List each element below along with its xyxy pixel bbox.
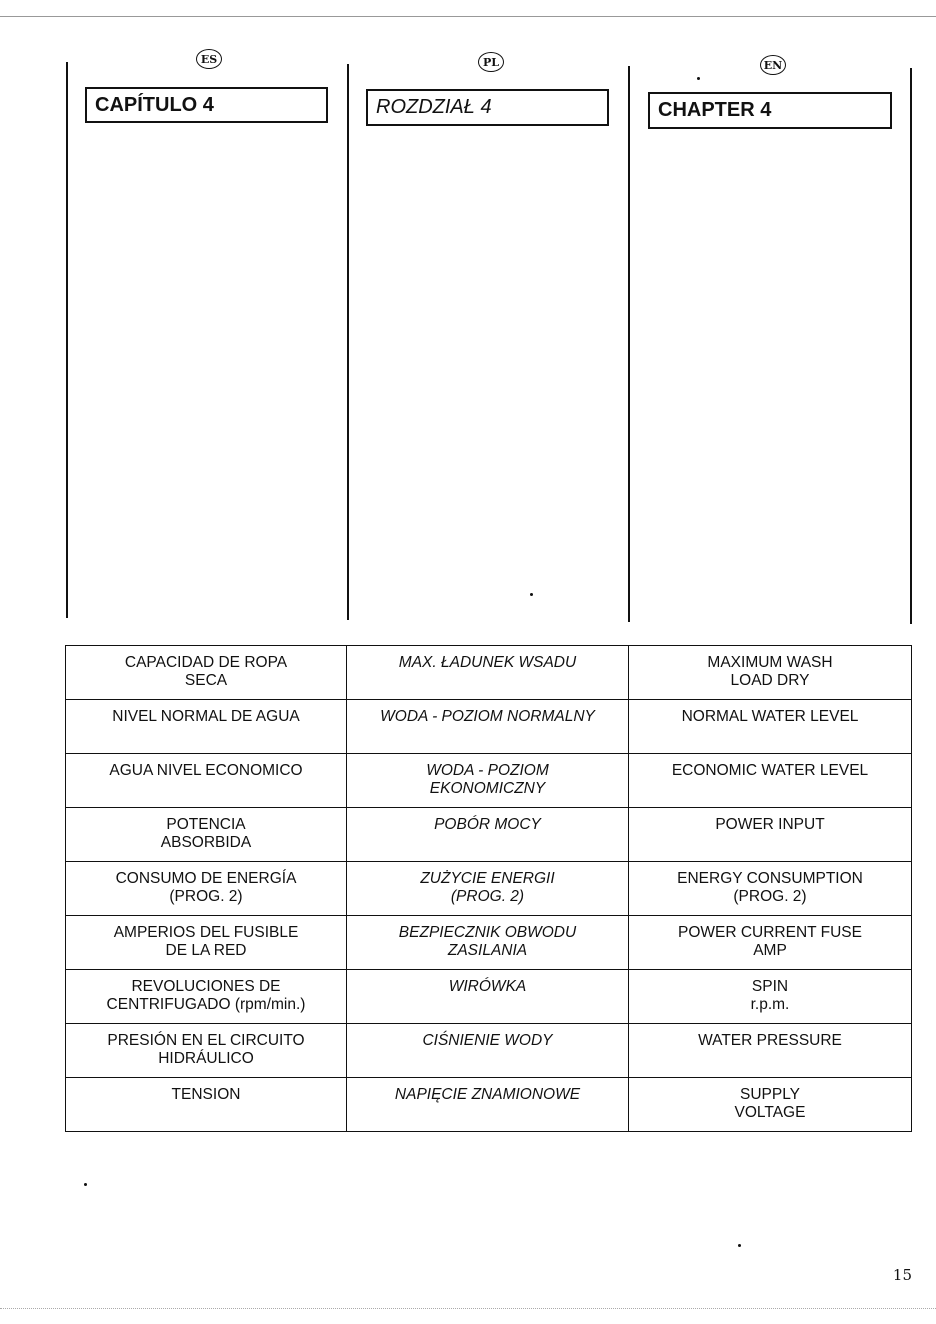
en-label: SUPPLY VOLTAGE (734, 1086, 806, 1121)
es-label: CONSUMO DE ENERGÍA (PROG. 2) (115, 870, 297, 905)
en-label: MAXIMUM WASH LOAD DRY (707, 654, 833, 689)
en-label: ECONOMIC WATER LEVEL (671, 762, 869, 779)
page-number: 15 (892, 1266, 912, 1284)
pl-label: MAX. ŁADUNEK WSADU (398, 654, 577, 671)
table-row (66, 700, 912, 754)
es-cell (66, 862, 347, 916)
top-rule (0, 16, 936, 17)
es-label: CAPACIDAD DE ROPA SECA (124, 654, 288, 689)
es-label: PRESIÓN EN EL CIRCUITO HIDRÁULICO (107, 1032, 305, 1067)
pl-label: POBÓR MOCY (434, 816, 541, 833)
chapter-title-pl: ROZDZIAŁ 4 (366, 89, 609, 126)
en-cell (629, 1024, 912, 1078)
column-divider-left (66, 62, 68, 618)
column-divider-middle-right (628, 66, 630, 622)
pl-cell (347, 646, 629, 700)
scan-speck (84, 1183, 87, 1186)
table-row (66, 646, 912, 700)
scan-speck (530, 593, 533, 596)
scan-speck (697, 77, 700, 80)
en-cell (629, 754, 912, 808)
pl-cell (347, 916, 629, 970)
table-row (66, 916, 912, 970)
en-cell (629, 970, 912, 1024)
table-row (66, 1024, 912, 1078)
pl-cell (347, 808, 629, 862)
pl-label: BEZPIECZNIK OBWODU ZASILANIA (398, 924, 577, 959)
chapter-title-en: CHAPTER 4 (648, 92, 892, 129)
es-cell (66, 700, 347, 754)
en-cell (629, 916, 912, 970)
pl-cell (347, 1024, 629, 1078)
pl-cell (347, 1078, 629, 1132)
pl-label: WIRÓWKA (448, 978, 527, 995)
en-label: POWER CURRENT FUSE AMP (677, 924, 862, 959)
table-row (66, 1078, 912, 1132)
pl-cell (347, 862, 629, 916)
es-label: AGUA NIVEL ECONOMICO (109, 762, 303, 779)
es-label: NIVEL NORMAL DE AGUA (112, 708, 300, 725)
specifications-table (65, 645, 912, 1132)
es-cell (66, 970, 347, 1024)
language-badge-es: ES (196, 49, 222, 69)
en-label: SPIN r.p.m. (750, 978, 790, 1013)
pl-label: NAPIĘCIE ZNAMIONOWE (394, 1086, 581, 1103)
en-cell (629, 862, 912, 916)
chapter-title-es: CAPÍTULO 4 (85, 87, 328, 123)
bottom-rule (0, 1308, 936, 1309)
es-cell (66, 1024, 347, 1078)
es-label: TENSION (171, 1086, 241, 1103)
en-cell (629, 646, 912, 700)
en-label: ENERGY CONSUMPTION (PROG. 2) (677, 870, 863, 905)
es-label: POTENCIA ABSORBIDA (160, 816, 252, 851)
language-badge-en: EN (760, 55, 786, 75)
table-row (66, 970, 912, 1024)
column-divider-middle-left (347, 64, 349, 620)
pl-cell (347, 970, 629, 1024)
es-label: AMPERIOS DEL FUSIBLE DE LA RED (113, 924, 299, 959)
pl-cell (347, 754, 629, 808)
es-cell (66, 916, 347, 970)
language-badge-pl: PL (478, 52, 504, 72)
es-cell (66, 808, 347, 862)
pl-label: WODA - POZIOM EKONOMICZNY (426, 762, 549, 797)
en-label: NORMAL WATER LEVEL (681, 708, 859, 725)
en-label: WATER PRESSURE (698, 1032, 842, 1049)
es-cell (66, 754, 347, 808)
scan-speck (738, 1244, 741, 1247)
pl-label: WODA - POZIOM NORMALNY (380, 708, 595, 725)
table-row (66, 808, 912, 862)
es-cell (66, 1078, 347, 1132)
es-cell (66, 646, 347, 700)
table-row (66, 862, 912, 916)
table-row (66, 754, 912, 808)
pl-label: ZUŻYCIE ENERGII (PROG. 2) (420, 870, 555, 905)
pl-cell (347, 700, 629, 754)
en-cell (629, 808, 912, 862)
es-label: REVOLUCIONES DE CENTRIFUGADO (rpm/min.) (106, 978, 306, 1013)
pl-label: CIŚNIENIE WODY (422, 1032, 553, 1049)
column-divider-right (910, 68, 912, 624)
en-label: POWER INPUT (715, 816, 825, 833)
en-cell (629, 1078, 912, 1132)
en-cell (629, 700, 912, 754)
